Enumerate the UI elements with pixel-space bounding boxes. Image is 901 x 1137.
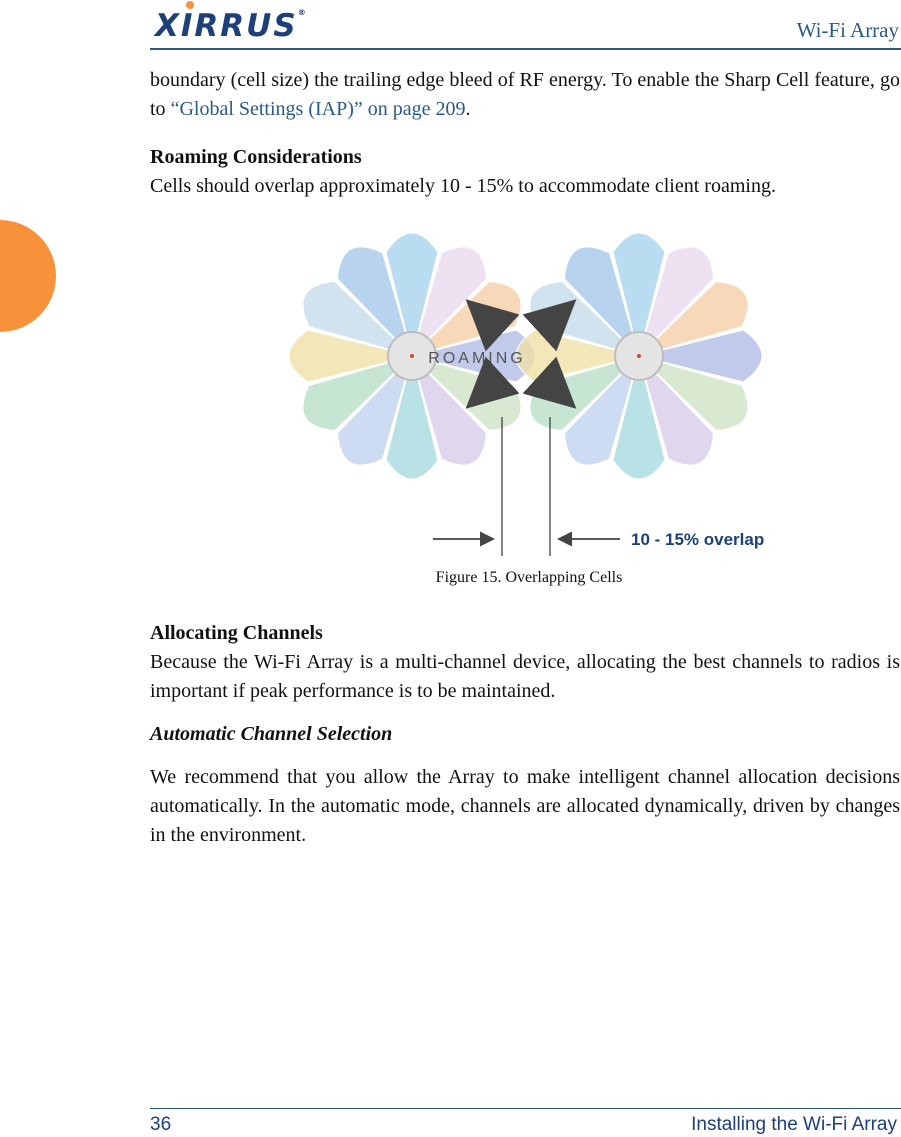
allocating-body: Because the Wi-Fi Array is a multi-channel device, allocating the best channels to radios is important if peak performance is to be maintained. [150, 651, 900, 702]
roaming-label: ROAMING [428, 350, 526, 367]
intro-paragraph: boundary (cell size) the trailing edge bleed of RF energy. To enable the Sharp Cell feature, go to “Global Settings (IAP)” on page 209. [150, 69, 900, 120]
figure-caption: Figure 15. Overlapping Cells [435, 569, 623, 586]
header-title: Wi-Fi Array [796, 18, 899, 42]
overlapping-cells-figure [150, 221, 900, 561]
overlap-diagram [150, 221, 900, 561]
page-number: 36 [150, 1114, 172, 1135]
roaming-body: Cells should overlap approximately 10 - 15% to accommodate client roaming. [150, 175, 776, 197]
overlap-label: 10 - 15% overlap [631, 530, 765, 549]
automatic-heading: Automatic Channel Selection [150, 723, 393, 745]
cell-left-center-dot [410, 354, 414, 358]
footer-title: Installing the Wi-Fi Array [691, 1114, 897, 1135]
automatic-body: We recommend that you allow the Array to make intelligent channel allocation decisions automatically. In the automatic mode, channels are allocated dynamically, driven by changes in the environment. [150, 766, 900, 846]
chapter-tab [0, 220, 56, 332]
roaming-heading: Roaming Considerations [150, 146, 362, 168]
page-content [150, 66, 900, 850]
allocating-heading: Allocating Channels [150, 622, 323, 644]
cell-right-center-dot [637, 354, 641, 358]
header-rule [150, 48, 901, 50]
cell-right [516, 233, 762, 479]
brand-logo: XIRRUS® [155, 8, 306, 44]
global-settings-link[interactable]: “Global Settings (IAP)” on page 209 [170, 98, 466, 120]
footer-rule [150, 1108, 901, 1109]
